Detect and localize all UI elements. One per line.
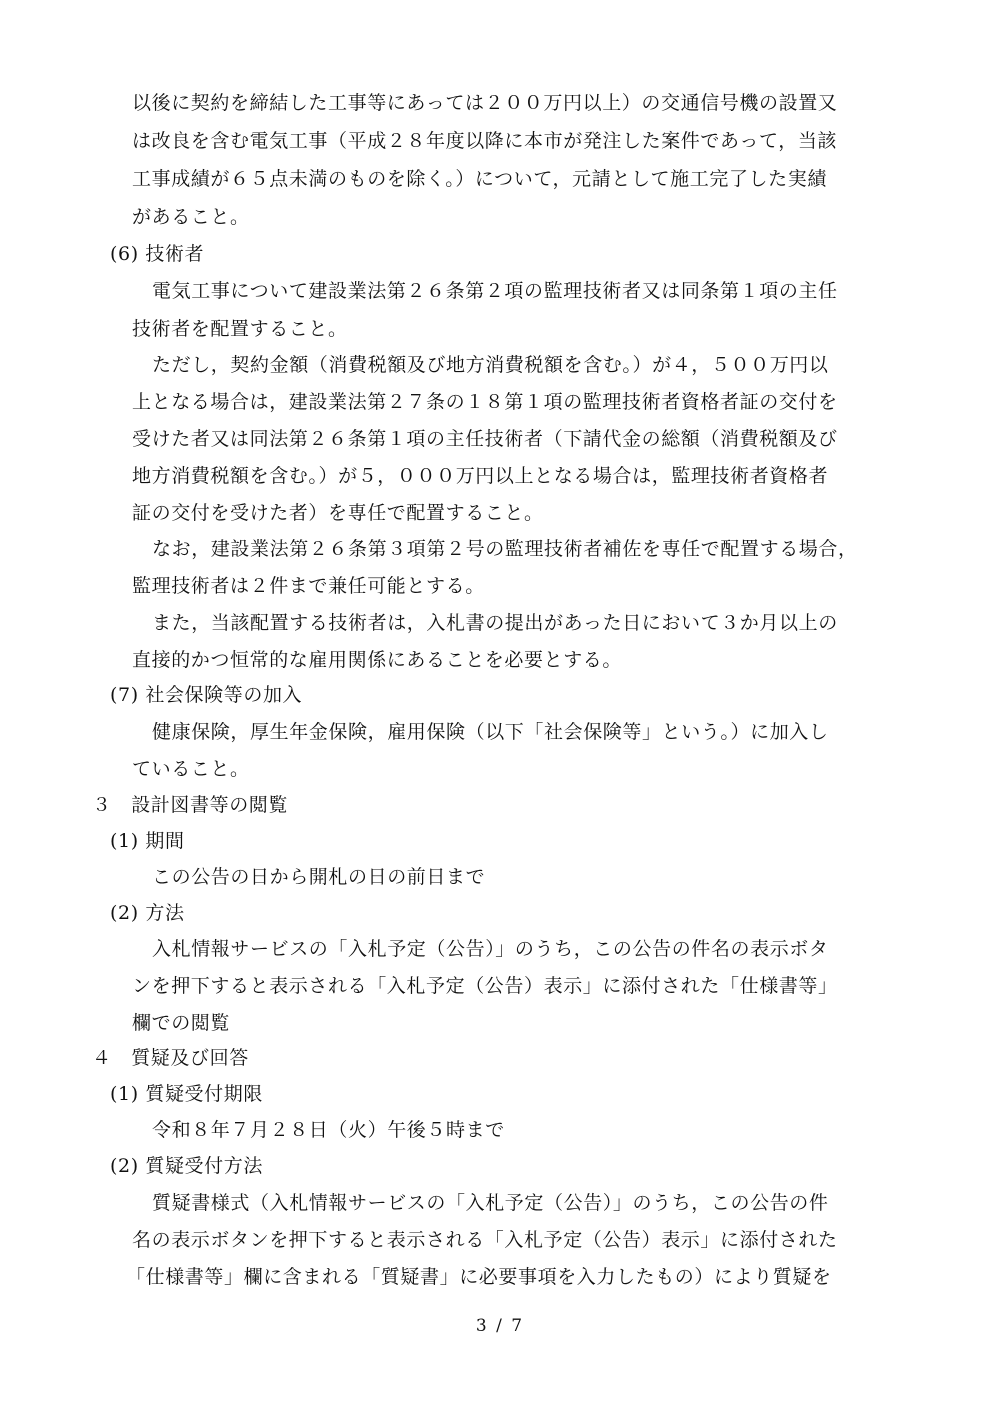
body-text-line: ンを押下すると表示される「入札予定（公告）表示」に添付された「仕様書等」 bbox=[132, 975, 838, 997]
body-text-line: は改良を含む電気工事（平成２８年度以降に本市が発注した案件であって，当該 bbox=[132, 130, 838, 152]
body-text-line: 入札情報サービスの「入札予定（公告）」のうち，この公告の件名の表示ボタ bbox=[152, 938, 829, 960]
body-text-line: ていること。 bbox=[132, 758, 250, 780]
section-heading: (2) 質疑受付方法 bbox=[110, 1155, 263, 1177]
body-text-line: 欄での閲覧 bbox=[132, 1012, 231, 1034]
section-heading: (6) 技術者 bbox=[110, 243, 205, 265]
section-heading: (7) 社会保険等の加入 bbox=[110, 684, 303, 706]
body-text-line: 上となる場合は，建設業法第２７条の１８第１項の監理技術者資格者証の交付を bbox=[132, 391, 838, 413]
body-text-line: 証の交付を受けた者）を専任で配置すること。 bbox=[132, 502, 544, 524]
body-text-line: 電気工事について建設業法第２６条第２項の監理技術者又は同条第１項の主任 bbox=[152, 280, 838, 302]
body-text-line: 受けた者又は同法第２６条第１項の主任技術者（下請代金の総額（消費税額及び bbox=[132, 428, 838, 450]
body-text-line: 健康保険，厚生年金保険，雇用保険（以下「社会保険等」という。）に加入し bbox=[152, 721, 829, 743]
body-text-line: 以後に契約を締結した工事等にあっては２００万円以上）の交通信号機の設置又 bbox=[132, 92, 838, 114]
body-text-line: 工事成績が６５点未満のものを除く。）について，元請として施工完了した実績 bbox=[132, 168, 827, 190]
section-heading: (1) 質疑受付期限 bbox=[110, 1083, 263, 1105]
body-text-line: 技術者を配置すること。 bbox=[132, 318, 348, 340]
body-text-line: があること。 bbox=[132, 206, 250, 228]
body-text-line: ただし，契約金額（消費税額及び地方消費税額を含む。）が４，５００万円以 bbox=[152, 354, 829, 376]
body-text-line: 名の表示ボタンを押下すると表示される「入札予定（公告）表示」に添付された bbox=[132, 1229, 838, 1251]
chapter-heading: ４ 質疑及び回答 bbox=[92, 1047, 249, 1069]
body-text-line: また，当該配置する技術者は，入札書の提出があった日において３か月以上の bbox=[152, 612, 838, 634]
body-text-line: 令和８年７月２８日（火）午後５時まで bbox=[152, 1119, 505, 1141]
body-text-line: 地方消費税額を含む。）が５，０００万円以上となる場合は，監理技術者資格者 bbox=[132, 465, 829, 487]
body-text-line: 直接的かつ恒常的な雇用関係にあることを必要とする。 bbox=[132, 649, 623, 671]
section-heading: (2) 方法 bbox=[110, 902, 185, 924]
body-text-line: この公告の日から開札の日の前日まで bbox=[152, 866, 486, 888]
page-number: 3 / 7 bbox=[475, 1316, 525, 1336]
chapter-heading: ３ 設計図書等の閲覧 bbox=[92, 794, 289, 816]
body-text-line: 監理技術者は２件まで兼任可能とする。 bbox=[132, 575, 485, 597]
body-text-line: 質疑書様式（入札情報サービスの「入札予定（公告）」のうち，この公告の件 bbox=[152, 1192, 829, 1214]
body-text-line: 「仕様書等」欄に含まれる「質疑書」に必要事項を入力したもの）により質疑を bbox=[126, 1266, 832, 1288]
section-heading: (1) 期間 bbox=[110, 830, 185, 852]
body-text-line: なお，建設業法第２６条第３項第２号の監理技術者補佐を専任で配置する場合， bbox=[152, 538, 858, 560]
